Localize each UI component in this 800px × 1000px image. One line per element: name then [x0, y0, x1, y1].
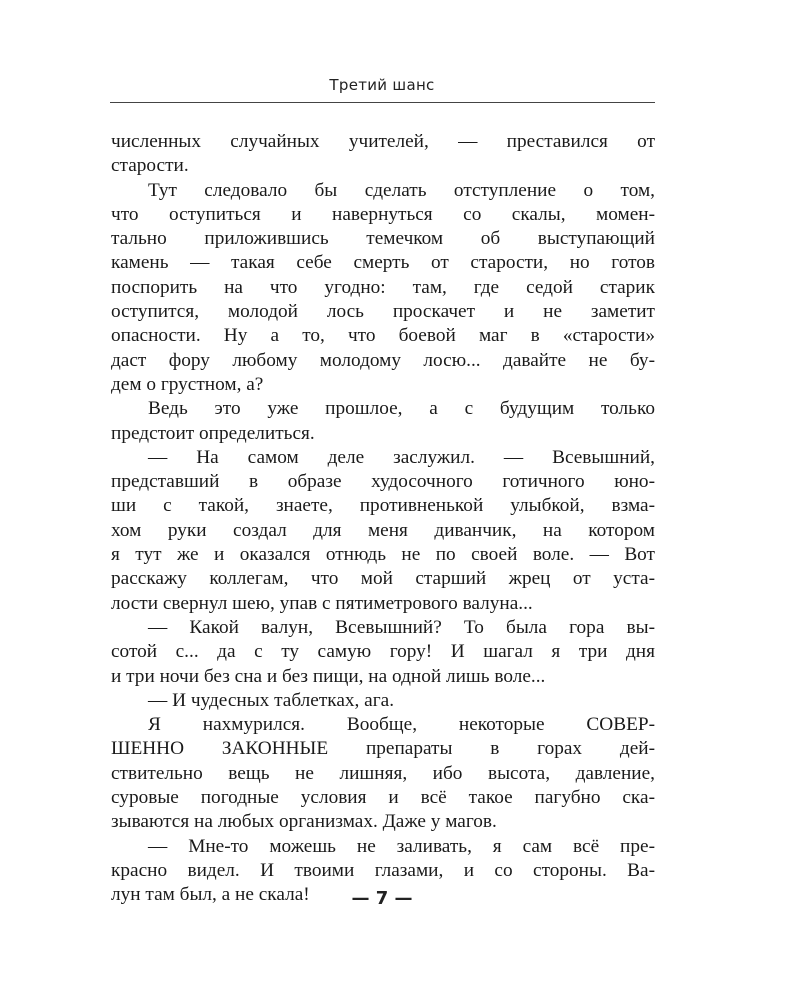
running-head-title: Третий шанс — [329, 76, 435, 94]
text-line: лости свернул шею, упав с пятиметрового валуна... — [111, 592, 533, 614]
body-text — [111, 130, 655, 908]
page-number: — 7 — — [351, 888, 413, 909]
text-line: предстоит определиться. — [111, 422, 315, 444]
text-line: камень — такая себе смерть от старости, но готов — [111, 252, 655, 274]
text-line: даст фору любому молодому лосю... давайте не бу- — [111, 349, 655, 371]
text-line: дем о грустном, а? — [111, 373, 264, 395]
text-line: лун там был, а не скала! — [111, 884, 310, 906]
text-line: поспорить на что угодно: там, где седой старик — [111, 276, 655, 298]
text-line: Ведь это уже прошлое, а с будущим только — [148, 398, 655, 420]
text-line: хом руки создал для меня диванчик, на котором — [111, 519, 655, 541]
text-line: оступится, молодой лось проскачет и не заметит — [111, 301, 655, 323]
text-line: Я нахмурился. Вообще, некоторые СОВЕР- — [148, 714, 655, 736]
text-line: расскажу коллегам, что мой старший жрец от уста- — [111, 568, 655, 590]
text-line: сотой с... да с ту самую гору! И шагал я три дня — [111, 641, 655, 663]
text-line: тально приложившись темечком об выступающий — [111, 228, 655, 250]
text-line: представший в образе худосочного готичного юно- — [111, 471, 655, 493]
text-line: зываются на любых организмах. Даже у магов. — [111, 811, 497, 833]
text-line: Тут следовало бы сделать отступление о том, — [148, 179, 655, 201]
text-line: ШЕННО ЗАКОННЫЕ препараты в горах дей- — [111, 738, 655, 760]
text-line: численных случайных учителей, — преставился от — [111, 131, 655, 152]
header-rule — [110, 102, 655, 103]
text-line: ствительно вещь не лишняя, ибо высота, давление, — [111, 762, 655, 784]
text-line: опасности. Ну а то, что боевой маг в «старости» — [111, 325, 655, 347]
text-line: — На самом деле заслужил. — Всевышний, — [148, 446, 655, 468]
text-line: красно видел. И твоими глазами, и со стороны. Ва- — [111, 859, 655, 881]
text-line: я тут же и оказался отнюдь не по своей воле. — Вот — [111, 544, 655, 566]
text-line: суровые погодные условия и всё такое пагубно ска- — [111, 787, 655, 809]
text-line: — Мне-то можешь не заливать, я сам всё пре- — [148, 835, 655, 857]
text-line: — Какой валун, Всевышний? То была гора вы- — [148, 616, 655, 638]
text-line: — И чудесных таблетках, ага. — [148, 689, 395, 711]
text-line: старости. — [111, 155, 189, 177]
text-line: ши с такой, знаете, противненькой улыбкой, взма- — [111, 495, 655, 517]
text-line: что оступиться и навернуться со скалы, момен- — [111, 203, 655, 225]
text-line: и три ночи без сна и без пищи, на одной лишь воле... — [111, 665, 546, 687]
